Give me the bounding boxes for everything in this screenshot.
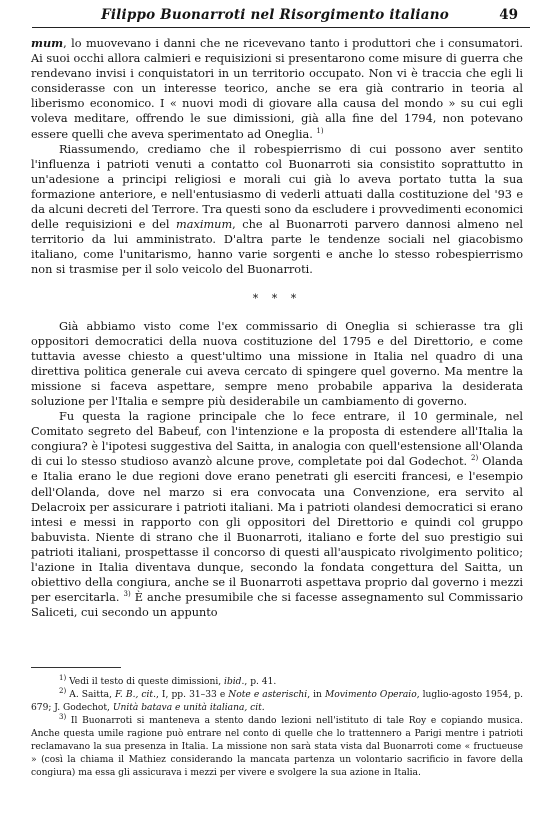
paragraph-3: Già abbiamo visto come l'ex commissario di Oneglia si schierasse tra gli oppositori democratici della nuova costituzione del 1795 e del Direttorio, e come tuttavia avesse chiesto a quest'ultimo una missione in Italia nel quadro di una direttiva politica generale cui aveva cercato di spingere quel governo. Ma mentre la missione si faceva aspettare, sempre meno probabile appariva la desiderata soluzione per l'Italia e sempre più desiderabile un cambiamento di governo. [31, 319, 523, 408]
footnote-1-text-b: ., p. 41. [241, 677, 277, 687]
paragraph-2 [31, 142, 523, 278]
main-text [31, 36, 523, 620]
paragraph-4-part-b: Olanda e Italia erano le due regioni dove erano penetrati gli eserciti francesi, e l'esempio dell'Olanda, dove nel marzo si era convocata una Convenzione, era servito al Delacroix per assicurare i patrioti italiani. Ma i patrioti olandesi democratici si erano intesi e messi in rapporto con gli oppositori del Direttorio e quindi col gruppo babuvista. Niente di strano che il Buonarroti, italiano e forte del suo prestigio sui patrioti italiani, prospettasse il concorso di questi all'auspicato rivolgimento politico; l'azione in Italia diventava dunque, secondo la fondata congettura del Saitta, un obiettivo della congiura, anche se il Buonarroti aspettava proprio dal governo i mezzi per esercitarla. [31, 455, 523, 605]
paragraph-4-part-c: È anche presumibile che si facesse assegnamento sul Commissario Saliceti, cui secondo un appunto [31, 591, 523, 620]
footnote-2-text-a: A. Saitta, [66, 690, 116, 700]
page-header [0, 0, 550, 26]
footnote-1-italic: ibid [224, 677, 242, 687]
footnote-1-text-a: Vedi il testo di queste dimissioni, [66, 677, 225, 687]
section-separator: * * * [252, 291, 302, 305]
footnote-2-marker: 2) [59, 686, 67, 695]
footnote-ref-3: 3) [123, 590, 131, 599]
paragraph-2-italic: maximum [176, 218, 233, 232]
footnote-1 [31, 673, 523, 689]
footnote-rule [31, 667, 121, 668]
footnote-1-marker: 1) [59, 673, 67, 682]
footnote-2-text-d: , luglio-agosto 1954, p. 679; J. Godechot, [31, 690, 523, 713]
paragraph-4-part-a: Fu questa la ragione principale che lo fece entrare, il 10 germinale, nel Comitato segreto del Babeuf, con l'intenzione e la proposta di estendere all'Italia la congiura? è l'ipotesi suggestiva del Saitta, in analogia con quell'estensione all'Olanda di cui lo stesso studioso avanzò alcune prove, completate poi dal Godechot. [31, 410, 523, 469]
paragraph-2-part-a: Riassumendo, crediamo che il robespierrismo di cui possono aver sentito l'influenza i patrioti venuti a contatto col Buonarroti sia consistito soprattutto in un'adesione a principi religiosi e morali cui già lo aveva portato tutta la sua formazione anteriore, e nell'entusiasmo di vederli attuati dalla costituzione del '93 e da alcuni decreti del Terrore. Tra questi sono da escludere i provvedimenti economici delle requisizioni e del [31, 142, 524, 232]
header-rule [32, 27, 530, 28]
footnote-2-italic-2: Note e asterischi [228, 690, 308, 700]
paragraph-4 [31, 409, 523, 620]
footnote-2-italic-3: Movimento Operaio [324, 690, 417, 700]
footnote-2-italic-4: Unità batava e unità italiana, cit. [112, 703, 265, 713]
footnote-ref-1: 1) [316, 126, 324, 135]
footnote-3-marker: 3) [59, 712, 67, 721]
footnotes [31, 673, 523, 780]
footnote-2-text-b: , I, pp. 31–33 e [155, 690, 229, 700]
footnote-2-text-c: , in [307, 690, 325, 700]
footnote-3-text: Il Buonarroti si manteneva a stento dando lezioni nell'istituto di tale Roy e copiando musica. Anche questa umile ragione può entrare nel conto di quelle che lo trattennero a Parigi mentre i patrioti reclamavano la sua presenza in Italia. La missione non sarà stata vista dal Buonarroti come « fructueuse » (così la chiama il Mathiez considerando la mancata partenza un volontario sacrificio in favore della congiura) ma essa gli assicurava i mezzi per vivere e svolgere la sua azione in Italia. [31, 716, 523, 778]
paragraph-2-part-b: , che al Buonarroti parvero dannosi almeno nel territorio da lui amministrato. D'altra parte le tendenze sociali nel giacobismo italiano, come l'unitarismo, hanno varie sorgenti e anche lo stesso robespierrismo non si trasmise per il solo veicolo del Buonarroti. [31, 218, 523, 277]
running-title: Filippo Buonarroti nel Risorgimento italiano [101, 7, 449, 23]
footnote-2-italic-1: F. B., cit. [115, 690, 156, 700]
footnote-ref-2: 2) [471, 454, 479, 463]
footnote-3 [31, 712, 523, 780]
page-number: 49 [499, 7, 518, 23]
paragraph-1-text: , lo muovevano i danni che ne ricevevano tanto i produttori che i consumatori. Ai suoi occhi allora calmieri e requisizioni si presentarono come misure di guerra che rendevano invisi i conquistatori in un territorio occupato. Non vi è traccia che egli li considerasse con un interesse teorico, anche se era già contrario in teoria al liberismo economico. I « nuovi modi di giovare alla causa del mondo » su cui egli voleva meditare, offrendo le sue dimissioni, già alla fine del 1794, non potevano essere quelli che aveva sperimentato ad Oneglia. [31, 37, 523, 141]
footnote-2 [31, 686, 523, 715]
paragraph-1 [31, 36, 523, 142]
paragraph-1-lead: mum [31, 36, 64, 50]
